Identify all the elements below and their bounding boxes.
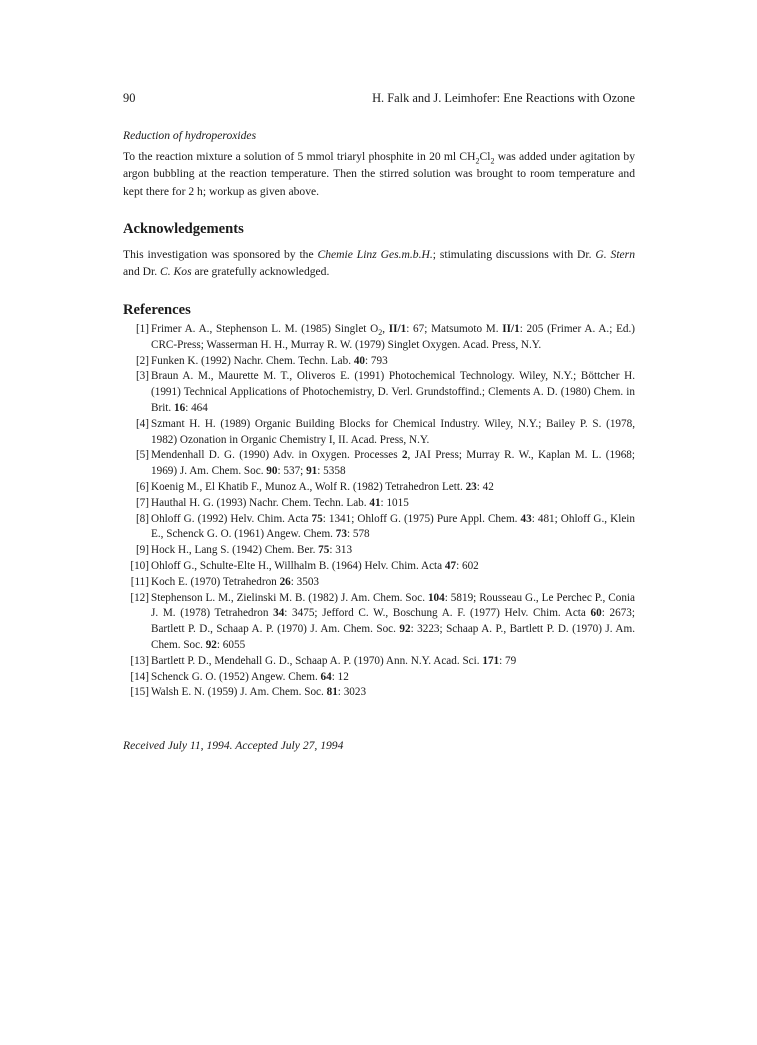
subscript: 2 [378,328,383,338]
reference-number: [15] [130,686,149,699]
paragraph-text: To the reaction mixture a solution of 5 mmol triaryl phosphite in 20 ml CH [123,150,476,163]
paragraph-text: was added under agitation by argon bubbling at the reaction temperature. Then the stirred solution was brought to room temperature and kept there for 2 h; workup as given above. [123,150,636,198]
paragraph-text: and Dr. [123,265,161,279]
reference-number: [3] [135,370,149,383]
volume-number: 81 [326,686,338,699]
reference-item [123,448,635,480]
reference-segment: : 464 [185,401,208,414]
volume-number: 26 [279,575,291,588]
reference-item [123,654,635,670]
references-list [123,322,635,701]
volume-number: 23 [465,480,477,493]
reference-number: [4] [135,417,149,430]
reference-text [151,543,635,559]
subsection-heading: Reduction of hydroperoxides [123,129,257,142]
reference-number: [7] [135,496,149,509]
reference-segment: : 79 [499,654,517,667]
volume-number: 75 [311,512,323,525]
reference-item [123,543,635,559]
reference-text [151,369,635,416]
reference-item [123,512,635,544]
reference-segment: Koch E. (1970) Tetrahedron [151,575,280,588]
reference-item [123,575,635,591]
reference-segment: Ohloff G., Schulte-Elte H., Willhalm B. (1964) Helv. Chim. Acta [151,559,445,572]
reference-segment: Mendenhall D. G. (1990) Adv. in Oxygen. Processes [151,449,402,462]
reference-item [123,369,635,416]
paragraph-text: ; stimulating discussions with Dr. [432,248,596,261]
reference-segment: : 67; Matsumoto M. [406,323,503,335]
reference-item [123,322,635,354]
reference-segment: Koenig M., El Khatib F., Munoz A., Wolf R. (1982) Tetrahedron Lett. [151,480,466,493]
reference-segment: : 3503 [290,575,320,588]
reference-text [151,512,635,544]
reference-segment: : 537; [277,465,307,478]
volume-number: 41 [369,496,381,509]
reference-item [123,480,635,496]
reference-segment: : 12 [331,670,349,683]
reduction-paragraph [123,148,635,200]
reference-segment: : 578 [346,528,370,541]
received-date: Received July 11, 1994. Accepted July 27, 1994 [123,739,344,752]
reference-segment: Funken K. (1992) Nachr. Chem. Techn. Lab. [151,354,354,367]
volume-number: 73 [335,528,347,541]
reference-text [151,685,635,701]
reference-segment: : 2673; Bartlett P. D., Schaap A. P. (1970) J. Am. Chem. Soc. [151,607,635,636]
paragraph-text: are gratefully acknowledged. [191,265,330,279]
reference-text [151,322,635,354]
volume-number: 40 [353,354,366,367]
acknowledgements-heading: Acknowledgements [123,221,244,237]
reference-number: [1] [135,323,149,335]
reference-text [151,354,635,370]
reference-segment: Ohloff G. (1992) Helv. Chim. Acta [151,512,312,525]
volume-number: 75 [318,544,330,557]
volume-number: 34 [273,607,285,620]
volume-number: 60 [590,607,602,620]
reference-segment: : 205 (Frimer A. A.; Ed.) CRC-Press; Wasserman H. H., Murray R. W. (1979) Singlet Oxygen. Acad. Press, N.Y. [151,323,636,351]
reference-segment: : 3023 [337,686,367,699]
reference-number: [6] [135,480,149,493]
volume-number: II/1 [502,323,520,335]
paragraph-text: Cl [479,150,491,163]
reference-item [123,670,635,686]
reference-segment: Stephenson L. M., Zielinski M. B. (1982) J. Am. Chem. Soc. [151,591,428,604]
reference-item [123,496,635,512]
person-name: G. Stern [595,248,635,261]
reference-number: [5] [135,449,149,462]
reference-segment: : 5819; Rousseau G., Le Perchec P., Conia J. M. (1978) Tetrahedron [151,591,635,620]
reference-segment: Frimer A. A., Stephenson L. M. (1985) Singlet O [151,323,379,335]
reference-segment: Braun A. M., Maurette M. T., Oliveros E. (1991) Photochemical Technology. Wiley, N.Y.; Böttcher H. (1991) Technical Applications of Photochemistry, D. Verl. Grundstoffind.; Clements A. D. (1980) Chem. in Brit. [151,370,635,414]
reference-text [151,670,635,686]
reference-segment: : 6055 [216,638,246,651]
reference-text [151,448,635,480]
reference-number: [8] [135,512,149,525]
reference-segment: : 3223; Schaap A. P., Bartlett P. D. (1970) J. Am. Chem. Soc. [151,623,635,651]
volume-number: 47 [444,559,457,572]
reference-segment: Schenck G. O. (1952) Angew. Chem. [151,670,321,683]
reference-segment: Hock H., Lang S. (1942) Chem. Ber. [151,544,319,557]
reference-segment: : 5358 [317,465,346,478]
volume-number: 2 [401,449,408,462]
reference-segment: Walsh E. N. (1959) J. Am. Chem. Soc. [151,686,327,699]
reference-segment: : 602 [456,559,479,572]
acknowledgements-paragraph [123,246,635,281]
person-name: C. Kos [160,265,192,279]
reference-segment: : 481; Ohloff G., Klein E., Schenck G. O. (1961) Angew. Chem. [151,512,635,541]
volume-number: 64 [320,670,332,683]
volume-number: 91 [306,465,318,478]
reference-segment: Hauthal H. G. (1993) Nachr. Chem. Techn. Lab. [151,496,370,509]
reference-segment: : 42 [476,480,494,493]
volume-number: II/1 [388,323,407,335]
reference-number: [2] [135,354,149,367]
reference-segment: : 793 [365,354,388,367]
reference-text [151,591,635,654]
reference-text [151,417,635,449]
reference-text [151,480,635,496]
reference-item [123,559,635,575]
reference-text [151,496,635,512]
references-heading: References [123,302,191,318]
reference-segment: , [382,323,389,335]
reference-segment: : 3475; Jefford C. W., Boschung A. F. (1977) Helv. Chim. Acta [284,607,591,620]
page-header [123,90,635,106]
reference-text [151,654,635,670]
reference-segment: : 313 [329,544,353,557]
reference-number: [12] [130,591,149,604]
volume-number: 104 [427,591,445,604]
subscript: 2 [475,156,480,166]
sponsor-name: Chemie Linz Ges.m.b.H. [317,248,433,261]
volume-number: 16 [174,401,186,414]
reference-item [123,591,635,654]
reference-number: [10] [130,559,149,572]
reference-item [123,417,635,449]
reference-segment: : 1341; Ohloff G. (1975) Pure Appl. Chem. [322,512,521,525]
paragraph-text: This investigation was sponsored by the [123,248,318,261]
reference-segment: , JAI Press; Murray R. W., Kaplan M. L. (1968; 1969) J. Am. Chem. Soc. [151,449,635,478]
reference-item [123,354,635,370]
reference-text [151,559,635,575]
reference-item [123,685,635,701]
volume-number: 92 [399,623,411,636]
reference-number: [9] [135,544,149,557]
reference-text [151,575,635,591]
reference-number: [11] [130,575,149,588]
reference-number: [13] [130,654,149,667]
page-number: 90 [123,91,136,105]
volume-number: 171 [482,654,500,667]
subscript: 2 [490,156,495,166]
volume-number: 43 [520,512,532,525]
reference-segment: Szmant H. H. (1989) Organic Building Blocks for Chemical Industry. Wiley, N.Y.; Bailey P. S. (1978, 1982) Ozonation in Organic Chemistry I, II. Acad. Press, N.Y. [151,417,635,446]
reference-segment: Bartlett P. D., Mendehall G. D., Schaap A. P. (1970) Ann. N.Y. Acad. Sci. [151,654,483,667]
running-title: H. Falk and J. Leimhofer: Ene Reactions with Ozone [372,91,635,105]
reference-number: [14] [130,670,149,683]
volume-number: 90 [266,465,278,478]
reference-segment: : 1015 [380,496,409,509]
volume-number: 92 [205,638,217,651]
